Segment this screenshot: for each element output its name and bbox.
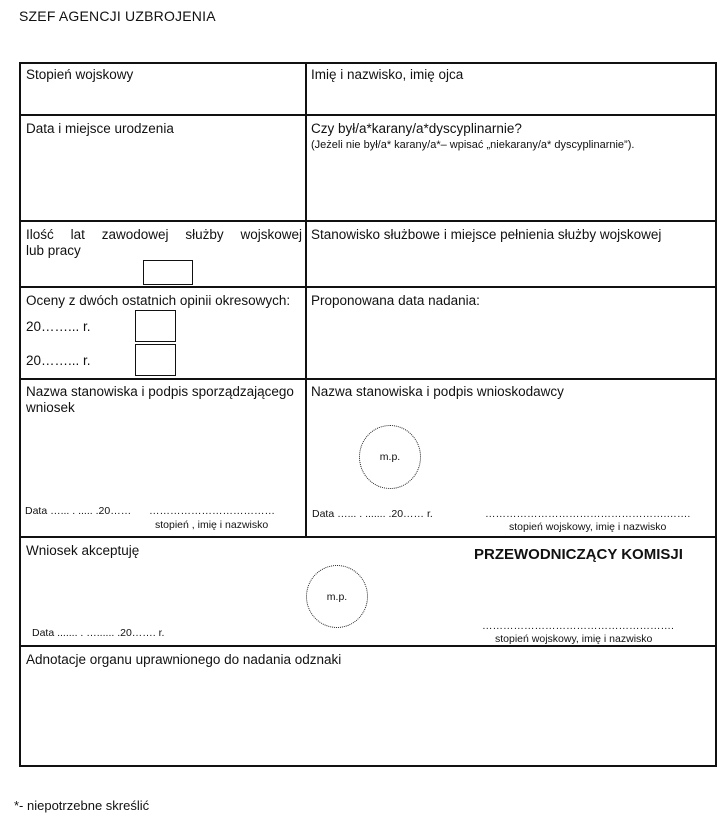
applicant-caption: stopień wojskowy, imię i nazwisko [509, 521, 667, 533]
preparer-date: Data …... . ..... .20…… [25, 505, 132, 517]
years-input-box[interactable] [143, 260, 193, 285]
applicant-signature-line: …………………………………………….……. [485, 508, 691, 520]
applicant-date: Data …... . ....... .20…… r. [312, 508, 433, 520]
ratings-label: Oceny z dwóch ostatnich opinii okresowych: [26, 293, 291, 308]
preparer-signature-line: ……………………………… [149, 505, 275, 517]
row-divider [21, 286, 715, 288]
years-label-cont: lub pracy [26, 243, 81, 258]
applicant-label: Nazwa stanowiska i podpis wnioskodawcy [311, 384, 564, 399]
stamp-text: m.p. [379, 451, 401, 463]
rating-input-box-1[interactable] [135, 310, 176, 342]
footnote: *- niepotrzebne skreślić [14, 798, 150, 813]
chairman-caption: stopień wojskowy, imię i nazwisko [495, 633, 653, 645]
row-divider [21, 378, 715, 380]
years-label: Ilość lat zawodowej służby wojskowej [26, 227, 302, 242]
accepted-date: Data ....... . …...... .20……. r. [32, 627, 165, 639]
stamp-text: m.p. [326, 590, 348, 603]
document-header: SZEF AGENCJI UZBROJENIA [19, 8, 216, 24]
preparer-label: Nazwa stanowiska i podpis sporządzającego [26, 384, 294, 399]
application-form [19, 62, 717, 767]
chairman-stamp-placeholder [306, 565, 368, 628]
preparer-caption: stopień , imię i nazwisko [155, 519, 269, 531]
rating-year-1: 20……... r. [26, 319, 91, 334]
birth-label: Data i miejsce urodzenia [26, 121, 174, 136]
position-label: Stanowisko służbowe i miejsce pełnienia służby wojskowej [311, 227, 662, 242]
rating-year-2: 20……... r. [26, 353, 91, 368]
annotations-label: Adnotacje organu uprawnionego do nadania odznaki [26, 652, 342, 667]
row-divider [21, 220, 715, 222]
name-label: Imię i nazwisko, imię ojca [311, 67, 464, 82]
row-divider [21, 114, 715, 116]
rating-input-box-2[interactable] [135, 344, 176, 376]
proposed-date-label: Proponowana data nadania: [311, 293, 480, 308]
applicant-stamp-placeholder [359, 425, 421, 489]
rank-label: Stopień wojskowy [26, 67, 134, 82]
preparer-label-cont: wniosek [26, 400, 75, 415]
chairman-title: PRZEWODNICZĄCY KOMISJI [474, 546, 683, 563]
chairman-signature-line: ………………………………………………. [482, 620, 674, 632]
column-divider [305, 64, 307, 538]
punished-note: (Jeżeli nie był/a* karany/a*– wpisać „niekarany/a* dyscyplinarnie”). [311, 139, 635, 151]
accepted-label: Wniosek akceptuję [26, 543, 140, 558]
row-divider [21, 536, 715, 538]
punished-label: Czy był/a*karany/a*dyscyplinarnie? [311, 121, 522, 136]
